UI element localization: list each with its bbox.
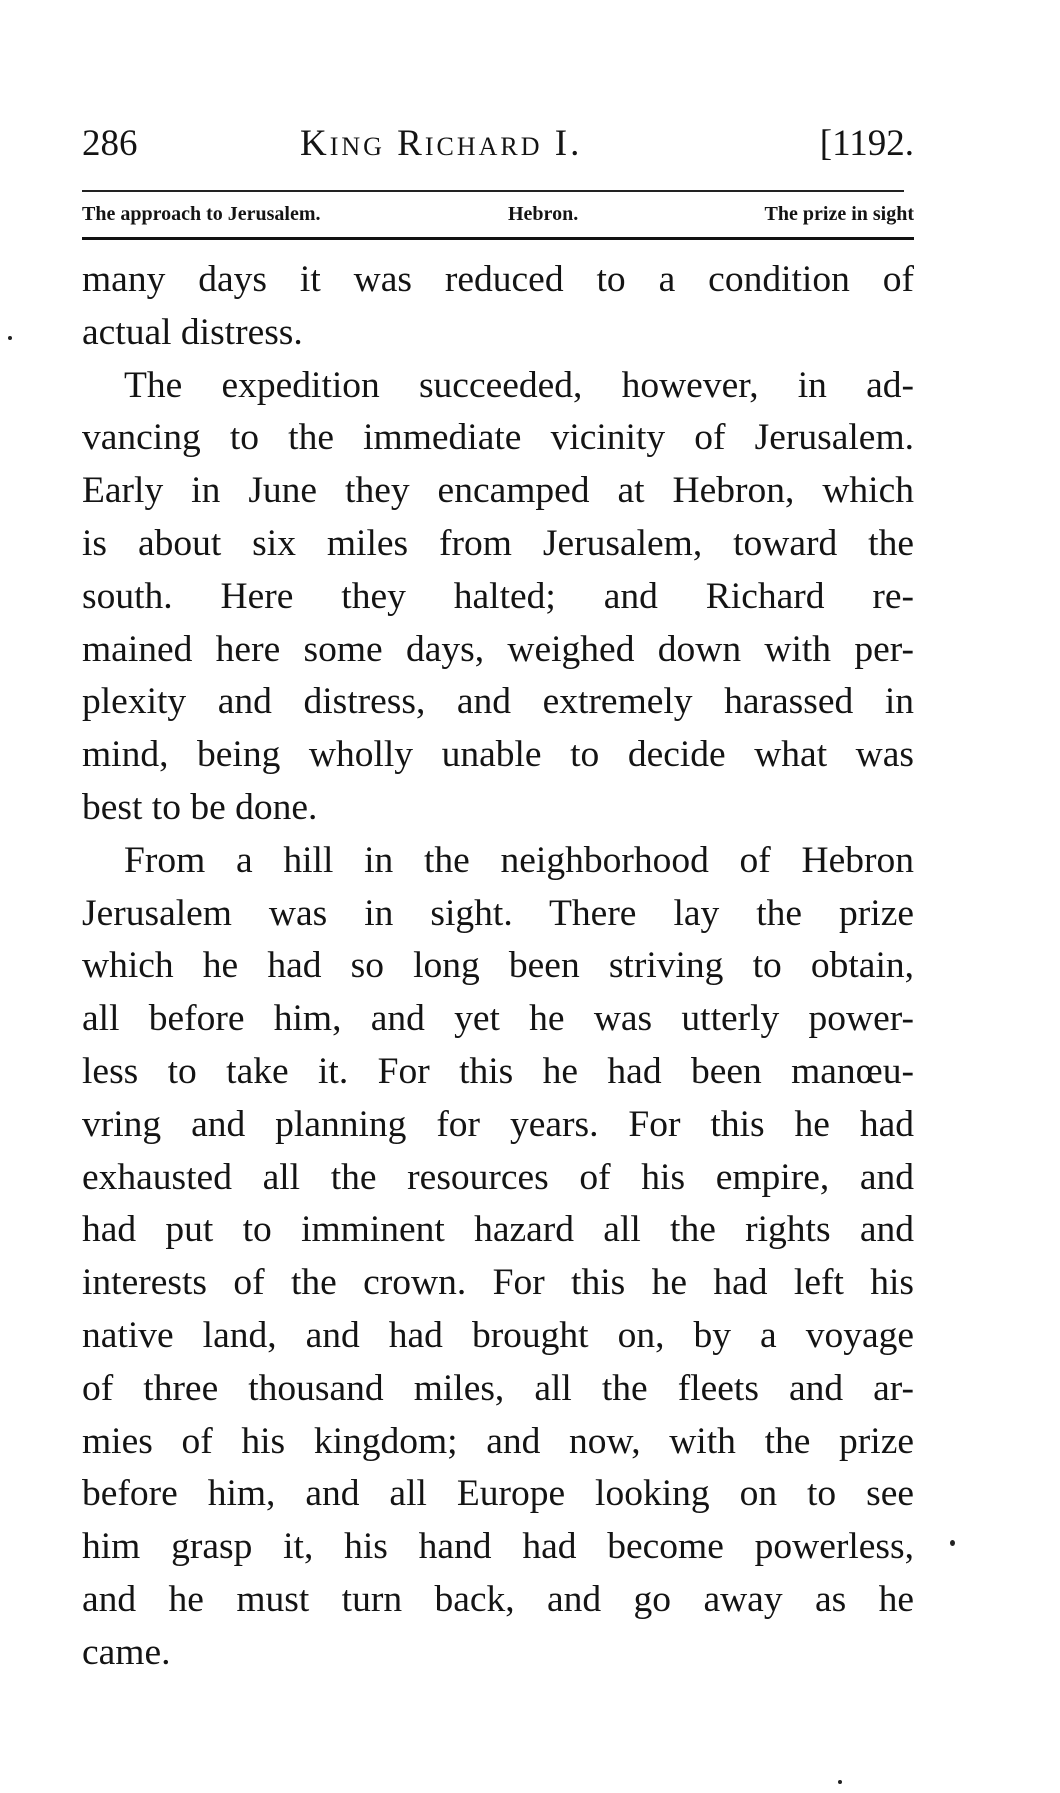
header-rule	[82, 190, 904, 192]
text-line: mind, being wholly unable to decide what was	[82, 734, 914, 776]
text-line: many days it was reduced to a condition of	[82, 259, 914, 300]
text-line: vring and planning for years. For this he had	[82, 1103, 914, 1145]
text-line: best to be done.	[82, 786, 318, 828]
running-header	[82, 118, 914, 170]
text-line: Jerusalem was in sight. There lay the prize	[82, 892, 914, 934]
text-line: mained here some days, weighed down with per-	[82, 628, 914, 670]
text-line: which he had so long been striving to obtain,	[82, 945, 914, 987]
text-line: of three thousand miles, all the fleets and ar-	[82, 1367, 914, 1409]
paragraph-3	[82, 835, 914, 1680]
shoulder-note-center: Hebron.	[508, 203, 579, 225]
scan-speck	[950, 1540, 955, 1546]
text-line: plexity and distress, and extremely harassed in	[82, 681, 914, 723]
text-line: From a hill in the neighborhood of Hebron	[124, 839, 914, 881]
shoulder-notes	[82, 200, 914, 228]
text-line: actual distress.	[82, 311, 303, 353]
scan-speck	[838, 1780, 842, 1784]
shoulder-note-right: The prize in sight	[764, 203, 914, 225]
paragraph-2	[82, 360, 914, 835]
running-title: King Richard I.	[300, 123, 583, 164]
text-line: The expedition succeeded, however, in ad-	[124, 364, 914, 406]
body-text	[82, 254, 914, 1680]
scan-speck	[8, 336, 12, 340]
text-line: is about six miles from Jerusalem, toward the	[82, 522, 914, 564]
text-line: vancing to the immediate vicinity of Jerusalem.	[82, 417, 914, 459]
text-line: him grasp it, his hand had become powerless,	[82, 1526, 914, 1568]
paragraph-1	[82, 254, 914, 360]
text-line: had put to imminent hazard all the rights and	[82, 1209, 914, 1251]
text-line: exhausted all the resources of his empire, and	[82, 1156, 914, 1198]
text-line: native land, and had brought on, by a voyage	[82, 1314, 914, 1356]
shoulder-note-left: The approach to Jerusalem.	[82, 203, 321, 225]
text-line: less to take it. For this he had been manœu-	[82, 1050, 914, 1092]
text-line: all before him, and yet he was utterly power-	[82, 998, 914, 1040]
shoulder-rule	[82, 237, 914, 240]
text-line: interests of the crown. For this he had left his	[82, 1262, 914, 1304]
text-line: came.	[82, 1631, 171, 1673]
year-marker: [1192.	[819, 123, 914, 164]
text-line: mies of his kingdom; and now, with the prize	[82, 1420, 914, 1462]
text-line: before him, and all Europe looking on to see	[82, 1473, 914, 1515]
text-line: and he must turn back, and go away as he	[82, 1578, 914, 1620]
text-line: south. Here they halted; and Richard re-	[82, 575, 914, 617]
page-number: 286	[82, 123, 138, 164]
text-line: Early in June they encamped at Hebron, which	[82, 470, 914, 512]
